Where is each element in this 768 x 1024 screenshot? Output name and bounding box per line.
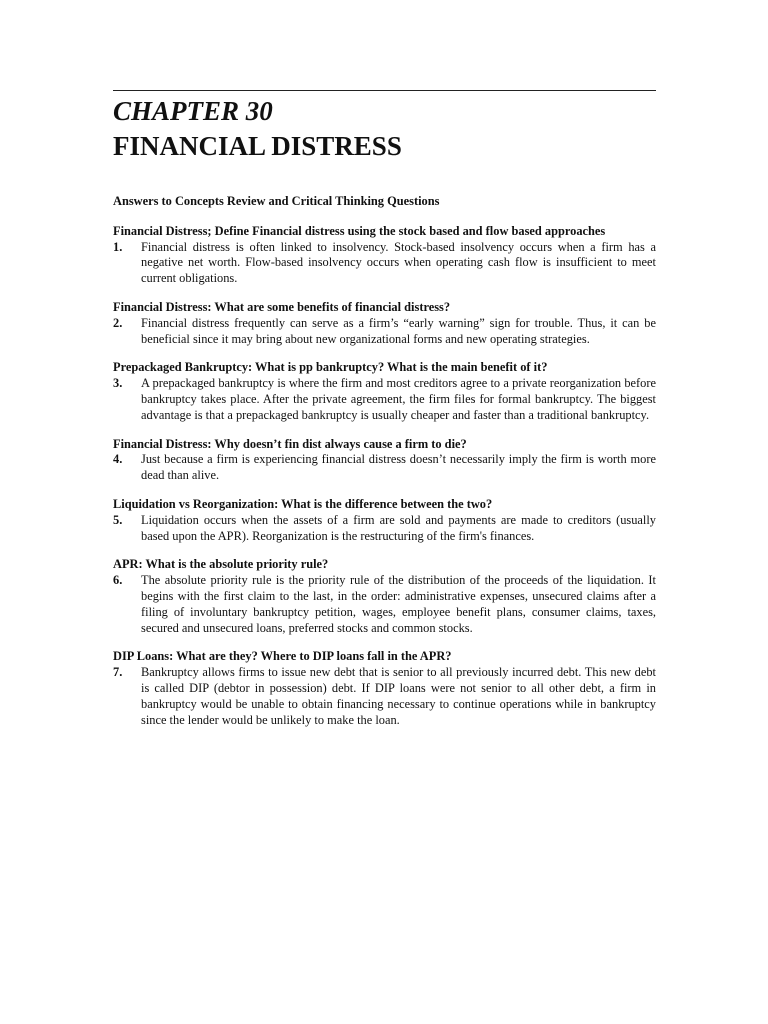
answer-number: 2. (113, 315, 123, 330)
document-body (113, 194, 656, 741)
answer-number: 6. (113, 573, 123, 588)
question-block (113, 557, 656, 636)
question-heading: Prepackaged Bankruptcy: What is pp bankruptcy? What is the main benefit of it? (113, 360, 548, 375)
answer-item (113, 452, 656, 484)
question-heading: Financial Distress: Why doesn’t fin dist always cause a firm to die? (113, 436, 467, 451)
question-block (113, 437, 656, 484)
question-block (113, 649, 656, 728)
question-block (113, 224, 656, 287)
answer-text: Bankruptcy allows firms to issue new debt that is senior to all previously incurred debt. This new debt is called DIP (debtor in possession) debt. If DIP loans were not senior to all other debt, a firm in bankruptcy would be unable to obtain financing necessary to continue operations while in bankruptcy since the lender would be unlikely to make the loan. (141, 665, 656, 727)
question-heading: Financial Distress: What are some benefits of financial distress? (113, 299, 451, 314)
answer-text: The absolute priority rule is the priority rule of the distribution of the proceeds of the liquidation. It begins with the first claim to the last, in the order: administrative expenses, unsecured claims after a filing of involuntary bankruptcy petition, wages, employee benefit plans, consumer claims, taxes, secured and unsecured loans, preferred stocks and common stocks. (141, 573, 656, 635)
question-heading: DIP Loans: What are they? Where to DIP loans fall in the APR? (113, 649, 452, 664)
answer-text: Just because a firm is experiencing financial distress doesn’t necessarily imply the firm is worth more dead than alive. (141, 452, 656, 483)
answer-text: A prepackaged bankruptcy is where the firm and most creditors agree to a private reorganization before bankruptcy takes place. After the private agreement, the firm files for formal bankruptcy. The biggest advantage is that a prepackaged bankruptcy is usually cheaper and faster than a traditional bankruptcy. (141, 376, 656, 422)
question-block (113, 497, 656, 544)
answer-number: 4. (113, 452, 123, 467)
question-heading: APR: What is the absolute priority rule? (113, 557, 329, 572)
answer-item (113, 513, 656, 545)
question-heading: Financial Distress; Define Financial distress using the stock based and flow based approaches (113, 223, 606, 238)
top-rule (113, 90, 656, 91)
answer-text: Financial distress is often linked to insolvency. Stock-based insolvency occurs when a firm has a negative net worth. Flow-based insolvency occurs when operating cash flow is insufficient to meet current obligations. (141, 239, 656, 286)
answer-item (113, 665, 656, 728)
answer-number: 7. (113, 665, 123, 680)
answer-number: 3. (113, 376, 123, 391)
question-block (113, 360, 656, 423)
answer-item (113, 573, 656, 636)
answer-text: Liquidation occurs when the assets of a firm are sold and payments are made to creditors (usually based upon the APR). Reorganization is the restructuring of the firm's finances. (141, 512, 656, 543)
section-intro: Answers to Concepts Review and Critical Thinking Questions (113, 194, 440, 208)
answer-item (113, 316, 656, 348)
answer-item (113, 376, 656, 423)
chapter-title: FINANCIAL DISTRESS (113, 131, 402, 161)
answer-number: 1. (113, 239, 123, 254)
chapter-number: CHAPTER 30 (113, 96, 273, 126)
answer-text: Financial distress frequently can serve as a firm’s “early warning” sign for trouble. Thus, it can be beneficial since it may bring about new organizational forms and new operating strategies. (141, 315, 656, 346)
question-heading: Liquidation vs Reorganization: What is the difference between the two? (113, 496, 493, 511)
question-block (113, 300, 656, 347)
answer-number: 5. (113, 512, 123, 527)
answer-item (113, 240, 656, 287)
